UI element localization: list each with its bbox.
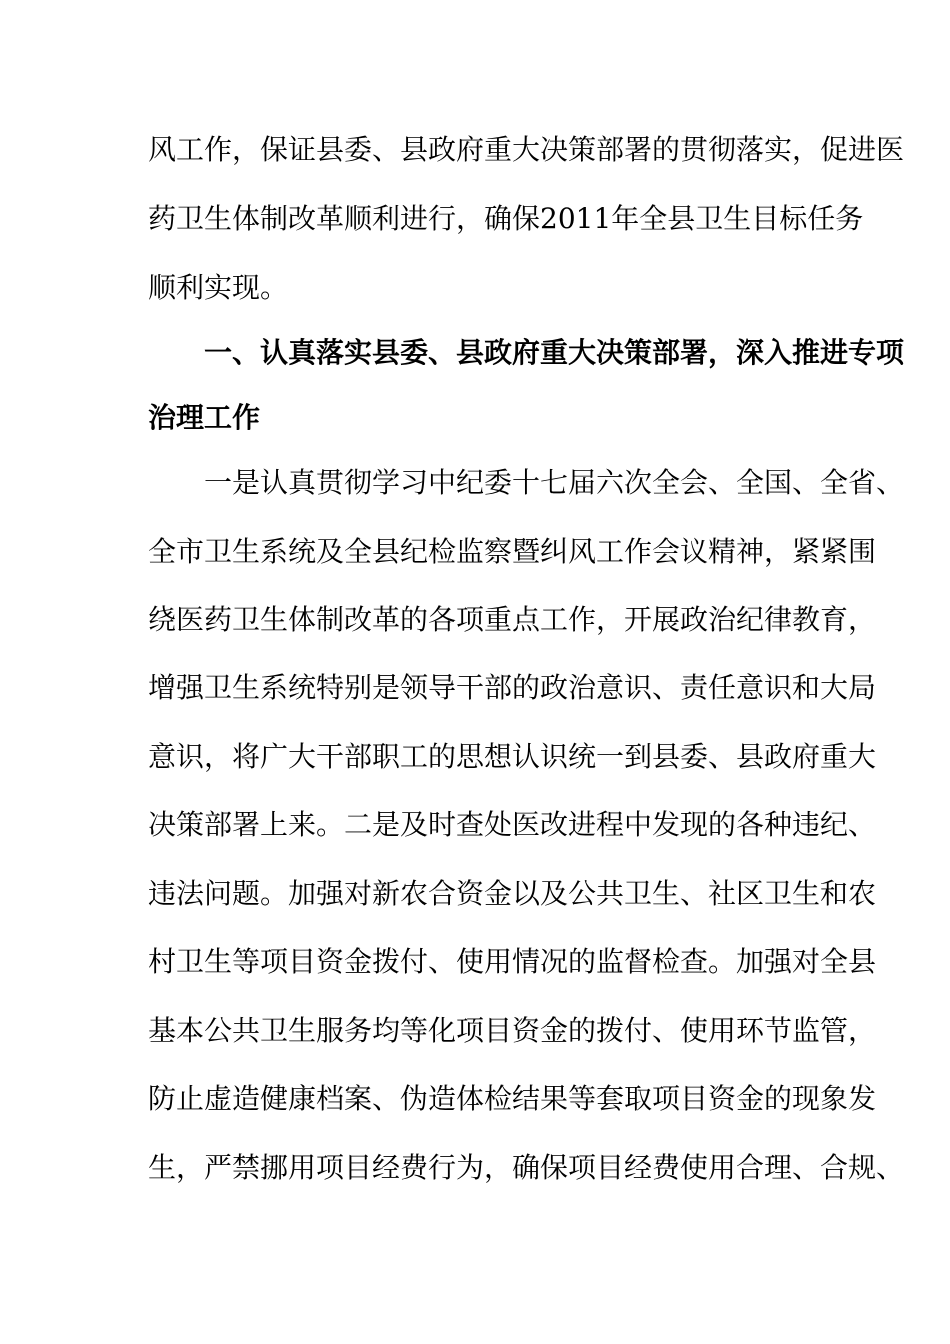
paragraph-line: 药卫生体制改革顺利进行，确保2011年全县卫生目标任务 (148, 202, 864, 235)
paragraph-line: 增强卫生系统特别是领导干部的政治意识、责任意识和大局 (148, 671, 877, 704)
paragraph-line: 意识，将广大干部职工的思想认识统一到县委、县政府重大 (148, 740, 877, 773)
paragraph-line: 村卫生等项目资金拨付、使用情况的监督检查。加强对全县 (148, 945, 877, 978)
section-heading: 治理工作 (148, 401, 261, 434)
paragraph-line: 防止虚造健康档案、伪造体检结果等套取项目资金的现象发 (148, 1082, 877, 1115)
paragraph-line: 绕医药卫生体制改革的各项重点工作，开展政治纪律教育， (148, 603, 877, 636)
paragraph-line: 违法问题。加强对新农合资金以及公共卫生、社区卫生和农 (148, 877, 877, 910)
paragraph-line: 顺利实现。 (148, 271, 289, 304)
paragraph-line: 基本公共卫生服务均等化项目资金的拨付、使用环节监管， (148, 1014, 877, 1047)
paragraph-line: 决策部署上来。二是及时查处医改进程中发现的各种违纪、 (148, 808, 877, 841)
paragraph-line: 一是认真贯彻学习中纪委十七届六次全会、全国、全省、 (204, 466, 905, 499)
paragraph-line: 风工作，保证县委、县政府重大决策部署的贯彻落实，促进医 (148, 133, 905, 166)
section-heading: 一、认真落实县委、县政府重大决策部署，深入推进专项 (204, 336, 905, 369)
paragraph-line: 全市卫生系统及全县纪检监察暨纠风工作会议精神，紧紧围 (148, 535, 877, 568)
paragraph-line: 生，严禁挪用项目经费行为，确保项目经费使用合理、合规、 (148, 1151, 905, 1184)
